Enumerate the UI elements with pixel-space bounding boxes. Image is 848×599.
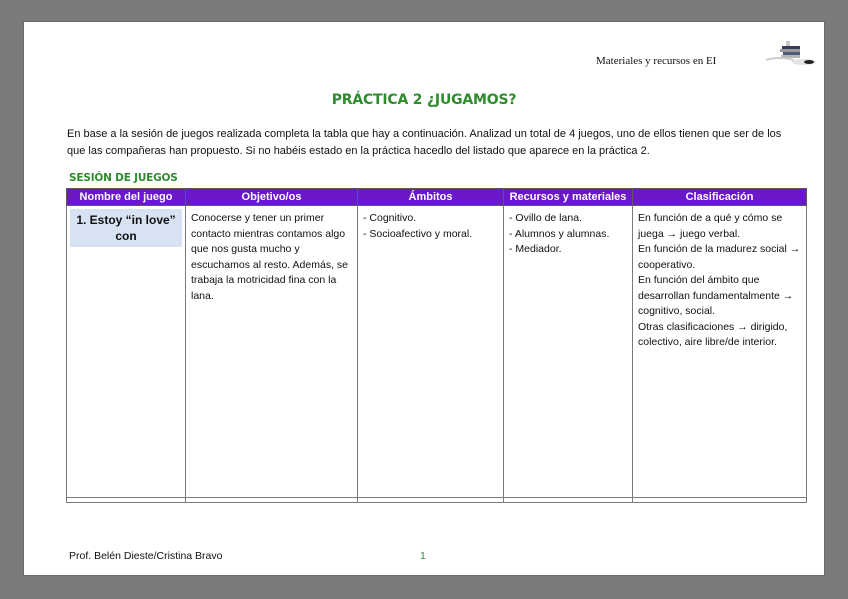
classification-item: En función de a qué y cómo se juega → juego verbal. xyxy=(638,212,783,240)
classification-item: En función del ámbito que desarrollan fundamentalmente → cognitivo, social. xyxy=(638,274,794,317)
table-row xyxy=(67,206,807,498)
resource-item: - Mediador. xyxy=(509,243,562,255)
classification-item: Otras clasificaciones → dirigido, colectivo, aire libre/de interior. xyxy=(638,320,788,348)
document-page xyxy=(24,22,824,575)
ambit-item: - Cognitivo. xyxy=(363,212,417,224)
game-name: 1. Estoy “in love” con xyxy=(70,209,182,247)
footer-page-number: 1 xyxy=(420,550,426,562)
intro-paragraph: En base a la sesión de juegos realizada completa la tabla que hay a continuación. Analizad un total de 4 juegos, uno de ellos tienen que ser de los que las compañeras han propuesto. Si no habéis estado en la práctica hacedlo del listado que aparece en la práctica 2. xyxy=(67,128,782,157)
page-title: PRÁCTICA 2 ¿JUGAMOS? xyxy=(331,92,517,108)
footer-authors: Prof. Belén Dieste/Cristina Bravo xyxy=(69,550,223,562)
resource-item: - Ovillo de lana. xyxy=(509,212,582,224)
games-table xyxy=(66,188,807,503)
running-header: Materiales y recursos en EI xyxy=(596,55,717,67)
header-objectives: Objetivo/os xyxy=(186,189,358,206)
cell-ambits xyxy=(358,206,504,498)
header-game-name: Nombre del juego xyxy=(67,189,186,206)
cell-classification xyxy=(633,206,807,498)
header-classification: Clasificación xyxy=(633,189,807,206)
table-header-row xyxy=(67,189,807,206)
cell-objective: Conocerse y tener un primer contacto mientras contamos algo que nos gusta mucho y escuchamos al resto. Además, se trabaja la motricidad fina con la lana. xyxy=(186,206,358,498)
classification-item: En función de la madurez social → cooperativo. xyxy=(638,243,801,271)
cell-game-name xyxy=(67,206,186,498)
section-title: SESIÓN DE JUEGOS xyxy=(69,172,178,184)
resource-item: - Alumnos y alumnas. xyxy=(509,227,610,240)
books-illustration-icon xyxy=(764,36,816,70)
cell-resources xyxy=(504,206,633,498)
table-row-empty xyxy=(67,498,807,503)
header-resources: Recursos y materiales xyxy=(504,189,633,206)
ambit-item: - Socioafectivo y moral. xyxy=(363,227,473,240)
header-ambits: Ámbitos xyxy=(358,189,504,206)
